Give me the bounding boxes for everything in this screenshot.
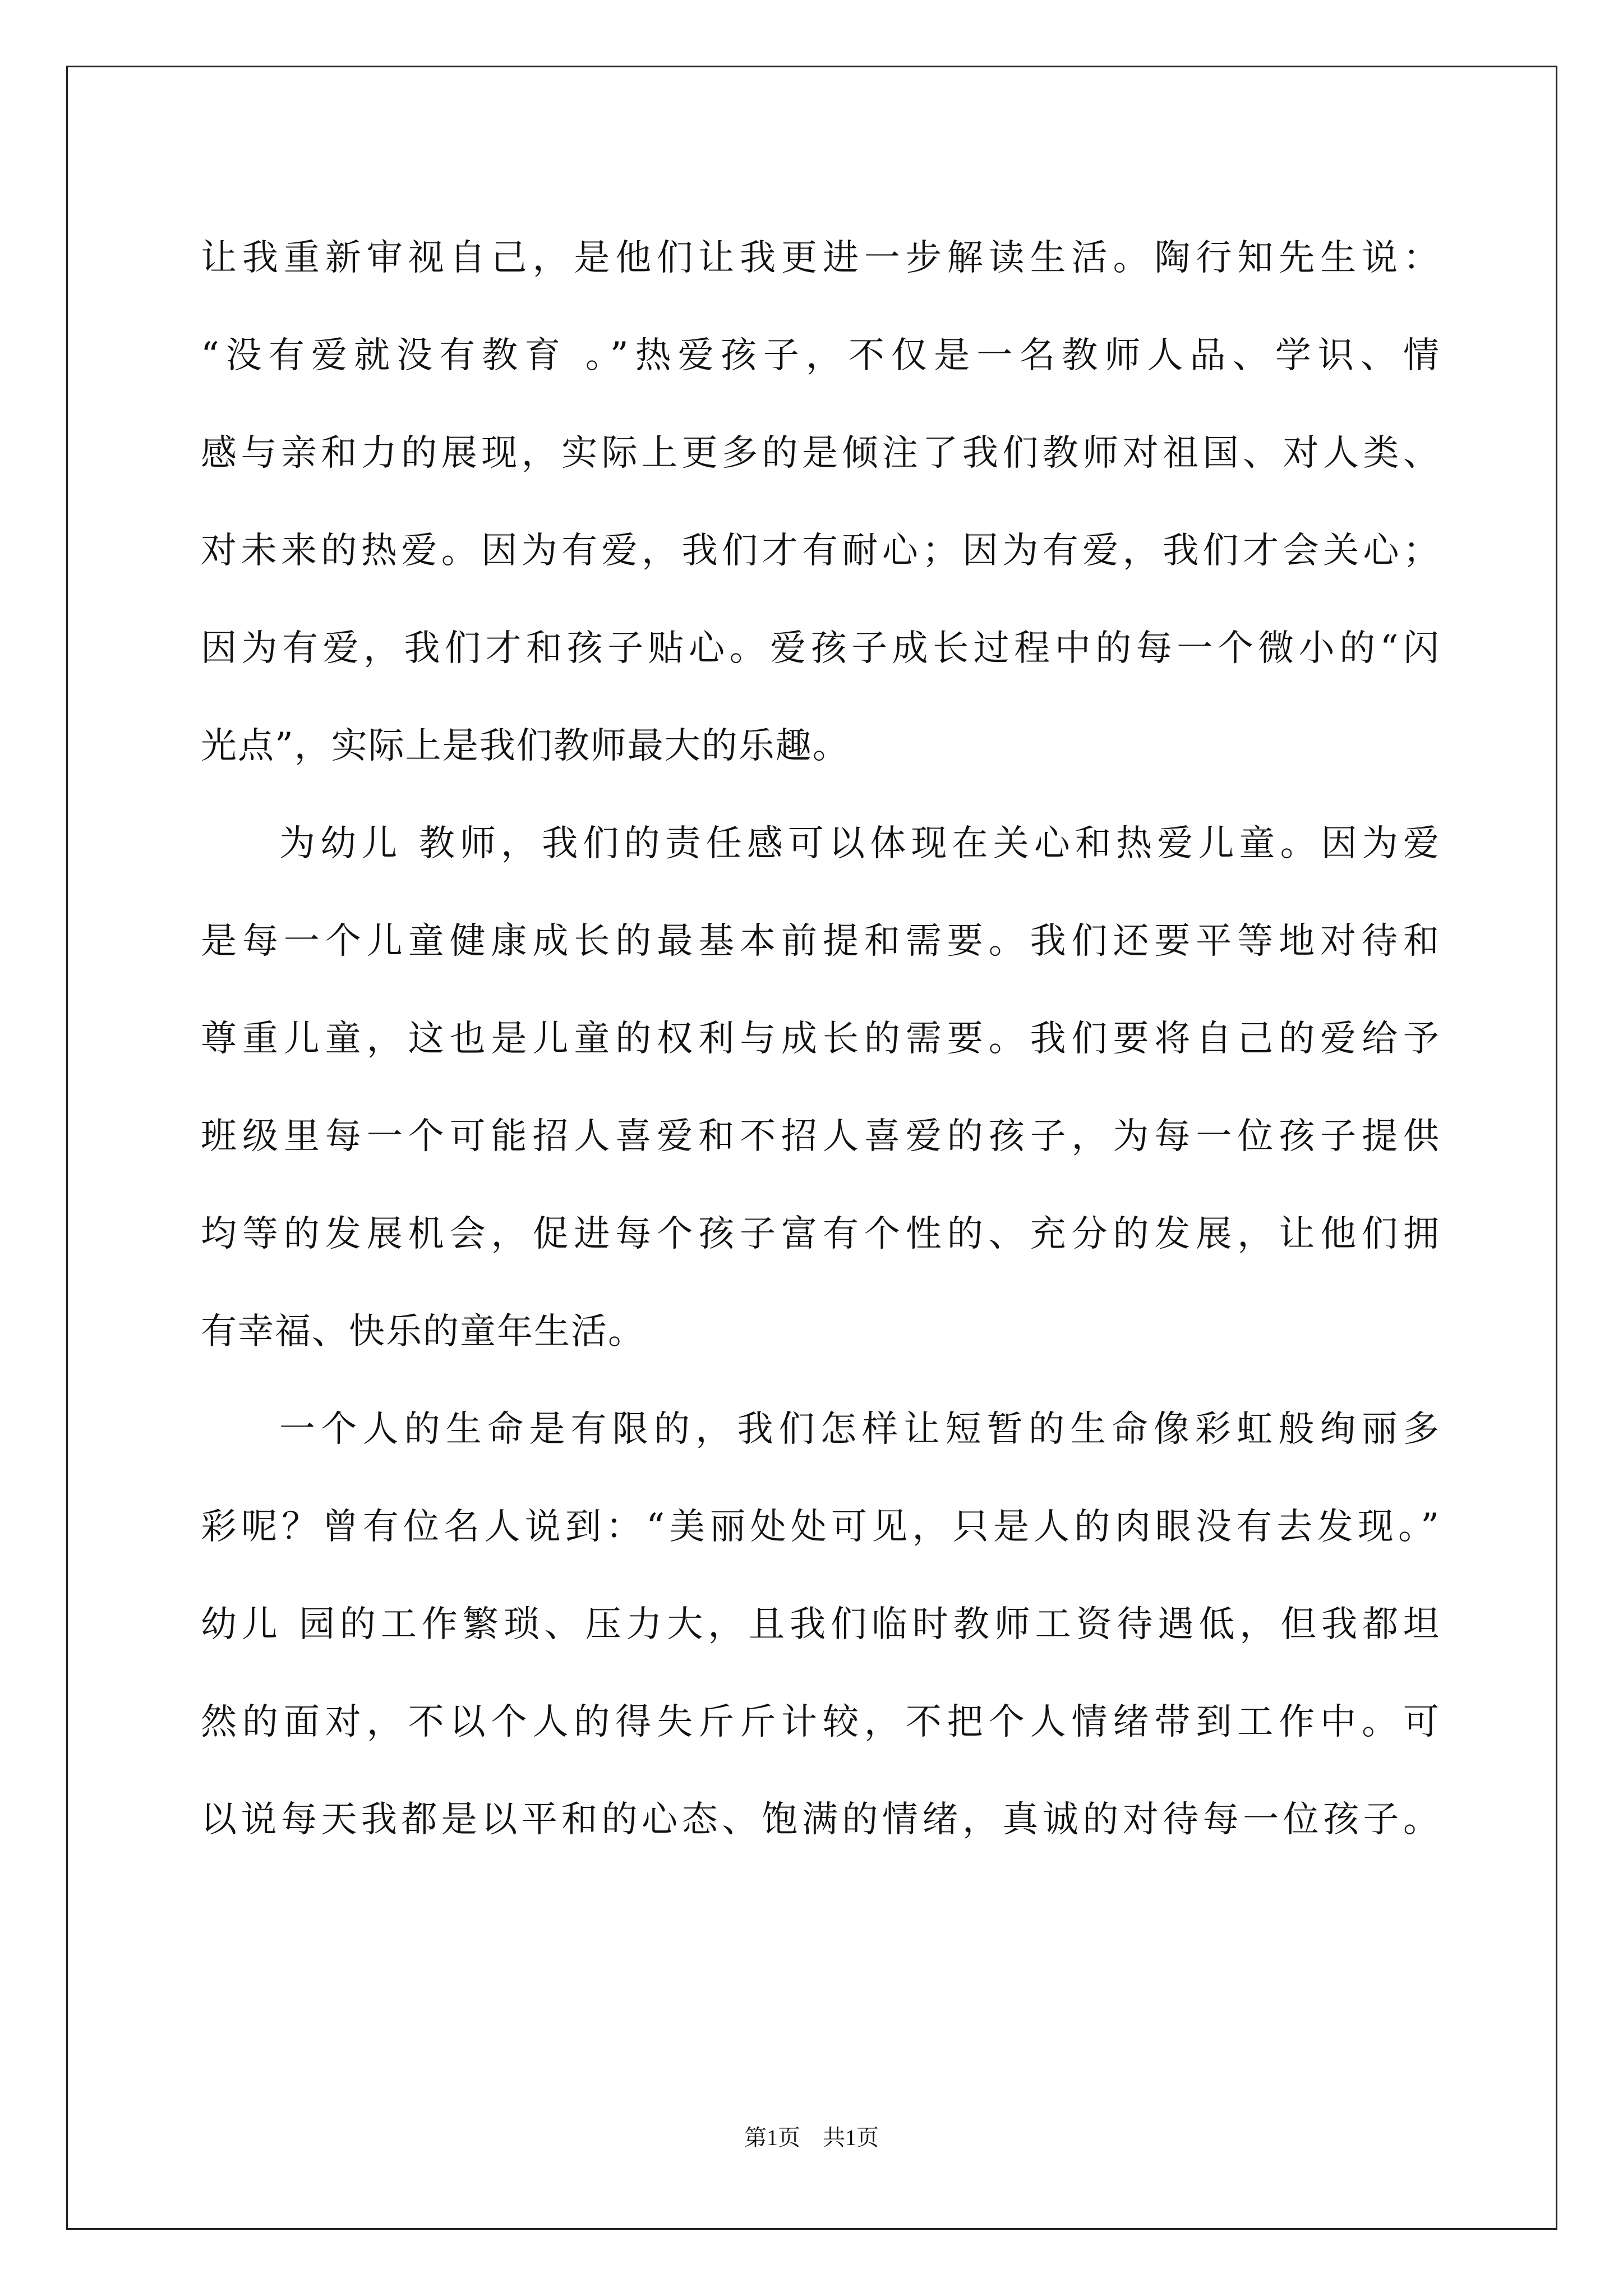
text-line: 幼儿 园的工作繁琐、压力大，且我们临时教师工资待遇低，但我都坦 — [201, 1604, 1440, 1645]
paragraph-first-line: 为幼儿 教师，我们的责任感可以体现在关心和热爱儿童。因为爱 — [279, 823, 1440, 864]
text-line: 彩呢？曾有位名人说到：“美丽处处可见，只是人的肉眼没有去发现。” — [201, 1506, 1440, 1548]
text-line: 让我重新审视自己，是他们让我更进一步解读生活。陶行知先生说： — [201, 237, 1440, 279]
text-line: 然的面对，不以个人的得失斤斤计较，不把个人情绪带到工作中。可 — [201, 1701, 1440, 1743]
text-line: 因为有爱，我们才和孩子贴心。爱孩子成长过程中的每一个微小的“闪 — [201, 628, 1440, 669]
text-line: 是每一个儿童健康成长的最基本前提和需要。我们还要平等地对待和 — [201, 921, 1440, 962]
text-line: 班级里每一个可能招人喜爱和不招人喜爱的孩子，为每一位孩子提供 — [201, 1116, 1440, 1157]
text-line: 以说每天我都是以平和的心态、饱满的情绪，真诚的对待每一位孩子。 — [201, 1799, 1440, 1841]
text-line: 光点”，实际上是我们教师最大的乐趣。 — [201, 725, 850, 767]
text-line: 均等的发展机会，促进每个孩子富有个性的、充分的发展，让他们拥 — [201, 1213, 1440, 1255]
page-footer — [0, 2124, 1623, 2152]
text-line: 对未来的热爱。因为有爱，我们才有耐心；因为有爱，我们才会关心； — [201, 530, 1440, 572]
paragraph-first-line: 一个人的生命是有限的，我们怎样让短暂的生命像彩虹般绚丽多 — [279, 1409, 1440, 1450]
text-line: 感与亲和力的展现，实际上更多的是倾注了我们教师对祖国、对人类、 — [201, 432, 1440, 474]
page-number: 第1页 — [744, 2125, 800, 2150]
text-line: 尊重儿童，这也是儿童的权利与成长的需要。我们要将自己的爱给予 — [201, 1018, 1440, 1060]
text-line: 有幸福、快乐的童年生活。 — [201, 1311, 645, 1352]
page-total: 共1页 — [823, 2125, 879, 2150]
text-line: “没有爱就没有教育 。”热爱孩子，不仅是一名教师人品、学识、情 — [201, 335, 1440, 376]
